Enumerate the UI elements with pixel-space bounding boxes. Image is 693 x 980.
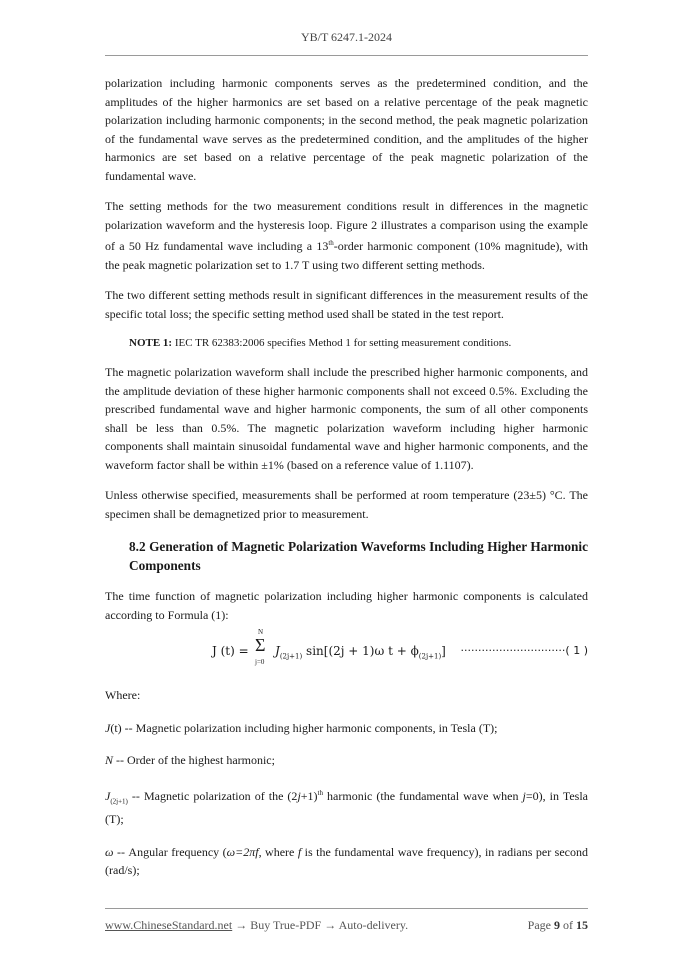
def-symbol: j (522, 788, 526, 803)
paragraph: polarization including harmonic components serves as the predetermined condition, and the amplitudes of the higher harmonics are set based on a relative percentage of the peak magnetic polarization including harmonic components; in the second method, the peak magnetic polarization of the fundamental wave serves as the predetermined condition, and the amplitudes of the higher harmonics are set based on a relative percentage of the peak magnetic polarization of the fundamental wave. (105, 76, 588, 183)
def-symbol: N (105, 753, 114, 767)
def-text: =0), in Tesla (T); (105, 788, 588, 827)
superscript: th (317, 788, 323, 797)
paragraph: The two different setting methods result in significant differences in the measurement results of the specific total loss; the specific setting method used shall be stated in the test report. (105, 288, 588, 321)
formula-symbol: J (275, 644, 280, 658)
definition-item (105, 751, 588, 770)
def-text: , where (258, 844, 298, 859)
def-symbol: J (105, 788, 111, 803)
section-heading: 8.2 Generation of Magnetic Polarization Waveforms Including Higher Harmonic Components (129, 539, 588, 573)
def-text: +1) (300, 788, 318, 803)
paragraph-text: The setting methods for the two measurement conditions result in differences in the magnetic polarization waveform and the hysteresis loop. Figure 2 illustrates a comparison using the example of a 50 Hz fundamental wave including a 13 (105, 199, 588, 253)
def-symbol: ω (105, 844, 114, 859)
formula-term: sin[(2j + 1)ω t + ϕ (302, 644, 419, 658)
note (105, 335, 588, 351)
def-text: -- Angular frequency ( (113, 844, 227, 859)
def-text: -- Magnetic polarization of the (2 (127, 788, 298, 803)
page-total: 15 (576, 918, 588, 932)
sum-symbol: Σ (255, 635, 266, 655)
promo-text: → Buy True-PDF → Auto-delivery. (232, 918, 409, 932)
formula-subscript: (2j+1) (418, 652, 442, 661)
formula-1 (105, 628, 588, 674)
page-number (528, 918, 588, 933)
sum-lower-limit: j=0 (255, 658, 265, 666)
footer-divider (105, 908, 588, 909)
page-body (105, 74, 588, 880)
sum-upper-limit: N (258, 628, 264, 636)
formula-lhs: J (t) = (212, 644, 249, 658)
note-label: NOTE 1: (129, 337, 173, 349)
page-header: YB/T 6247.1-2024 (300, 30, 393, 44)
paragraph (105, 197, 588, 274)
definition-item (105, 784, 588, 829)
site-link[interactable]: www.ChineseStandard.net (105, 918, 233, 932)
superscript: th (328, 239, 334, 247)
definition-item (105, 719, 588, 738)
def-symbol: j (297, 788, 301, 803)
paragraph-text: -order harmonic component (10% magnitude), with the peak magnetic polarization set to 1.7 T using two different setting methods. (105, 239, 588, 272)
where-label: Where: (105, 688, 141, 702)
def-symbol: J (105, 720, 111, 735)
def-symbol: ω=2πf (226, 844, 259, 859)
page-current: 9 (554, 918, 560, 932)
definition-item (105, 843, 588, 880)
formula-number: ······························( 1 ) (460, 644, 588, 657)
paragraph: Unless otherwise specified, measurements shall be performed at room temperature (23±5) °C. The specimen shall be demagnetized prior to measurement. (105, 488, 588, 521)
header-divider (105, 55, 588, 56)
def-subscript: (2j+1) (110, 796, 128, 805)
formula-term: ] (441, 644, 446, 658)
formula-rhs (275, 644, 446, 660)
def-text: -- Magnetic polarization including higher harmonic components, in Tesla (T); (121, 720, 498, 735)
def-text: -- Order of the highest harmonic; (113, 753, 275, 767)
page-label: of (560, 918, 576, 932)
def-text: harmonic (the fundamental wave when (323, 788, 523, 803)
paragraph: The magnetic polarization waveform shall include the prescribed higher harmonic components, and the amplitude deviation of these higher harmonic components shall not exceed 0.5%. Excluding the prescribed fundamental wave and higher harmonic components, the sum of all other components shall be less than 0.5%. The magnetic polarization waveform including higher harmonic components shall maintain sinusoidal fundamental wave and higher harmonic components, and the waveform factor shall be within ±1% (based on a reference value of 1.1107). (105, 365, 588, 472)
note-text: IEC TR 62383:2006 specifies Method 1 for setting measurement conditions. (172, 337, 512, 349)
def-text: (t) (110, 720, 122, 735)
page-label: Page (527, 918, 554, 932)
paragraph: The time function of magnetic polarization including higher harmonic components is calculated according to Formula (1): (105, 589, 588, 622)
def-text: is the fundamental wave frequency), in radians per second (rad/s); (105, 844, 588, 878)
def-symbol: f (297, 844, 302, 859)
footer-promo (105, 918, 408, 933)
formula-subscript: (2j+1) (279, 652, 303, 661)
